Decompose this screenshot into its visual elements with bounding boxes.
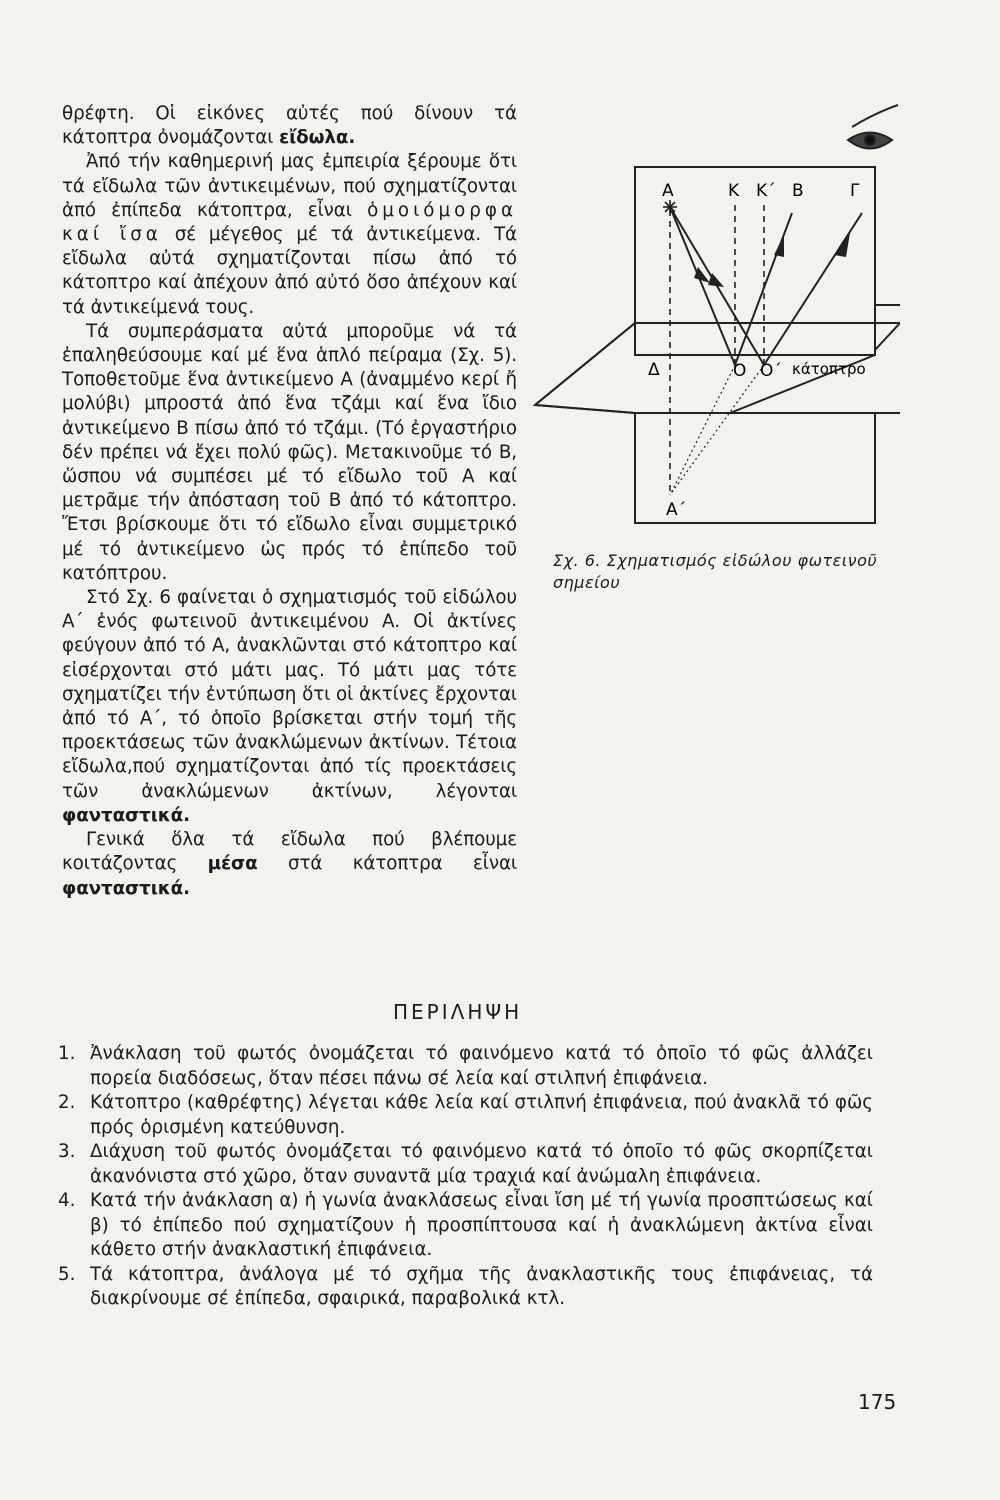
- paragraph-1: θρέφτη. Οἱ εἰκόνες αὐτές πού δίνουν τά κάτοπτρα ὀνομάζονται εἴδωλα.: [62, 103, 517, 149]
- summary-item-text: Ἀνάκλαση τοῦ φωτός ὀνομάζεται τό φαινόμενο κατά τό ὁποῖο τό φῶς ἀλλάζει πορεία διαδόσεως, ὅταν πέσει πάνω σέ λεία καί στιλπνή ἐπιφάνεια.: [90, 1043, 873, 1089]
- page-number: 175: [858, 1390, 897, 1414]
- summary-item: [58, 1091, 873, 1140]
- label-mirror: κάτοπτρο: [792, 360, 866, 378]
- paragraph-4: Στό Σχ. 6 φαίνεται ὁ σχηματισμός τοῦ εἰδώλου Α΄ ἑνός φωτεινοῦ ἀντικειμένου Α. Οἱ ἀκτίνες φεύγουν ἀπό τό Α, ἀνακλῶνται στό κάτοπτρο καί εἰσέρχονται στό μάτι μας. Τό μάτι μας τότε σχηματίζει τήν ἐντύπωση ὅτι οἱ ἀκτίνες ἔρχονται ἀπό τό Α΄, τό ὁποῖο βρίσκεται στήν τομή τῆς προεκτάσεως τῶν ἀνακλώμενων ἀκτίνων. Τέτοια εἴδωλα,πού σχηματίζονται ἀπό τίς προεκτάσεις τῶν ἀνακλώμενων ἀκτίνων, λέγονται φανταστικά.: [62, 587, 517, 826]
- figure-caption: Σχ. 6. Σχηματισμός εἰδώλου φωτεινοῦ σημείου: [553, 551, 878, 592]
- summary-item-number: 4.: [58, 1190, 76, 1211]
- label-D: Δ: [648, 360, 660, 380]
- summary-item-number: 5.: [58, 1263, 76, 1285]
- summary-title: ΠΕΡΙΛΗΨΗ: [393, 1000, 523, 1024]
- summary-item-text: Τά κάτοπτρα, ἀνάλογα μέ τό σχῆμα τῆς ἀνακλαστικῆς τους ἐπιφάνειας, τά διακρίνουμε σέ ἐπίπεδα, σφαιρικά, παραβολικά κτλ.: [90, 1263, 873, 1309]
- paragraph-2: Ἀπό τήν καθημερινή μας ἐμπειρία ξέρουμε ὅτι τά εἴδωλα τῶν ἀντικειμένων, πού σχηματίζονται ἀπό ἐπίπεδα κάτοπτρα, εἶναι ὁμοιόμορφα καί ἴσα σέ μέγεθος μέ τά ἀντικείμενα. Τά εἴδωλα αὐτά σχηματίζονται πίσω ἀπό τό κάτοπτρο καί ἀπέχουν ἀπό αὐτό ὅσο ἀπέχουν καί τά ἀντικείμενά τους.: [62, 151, 517, 318]
- summary-item-text: Κατά τήν ἀνάκλαση α) ἡ γωνία ἀνακλάσεως εἶναι ἴση μέ τή γωνία προσπτώσεως καί β) τό ἐπίπεδο πού σχηματίζουν ἡ προσπίπτουσα καί ἡ ἀνακλώμενη ἀκτίνα εἶναι κάθετο στήν ἀνακλαστική ἐπιφάνεια.: [90, 1190, 873, 1260]
- paragraph-3: Τά συμπεράσματα αὐτά μποροῦμε νά τά ἐπαληθεύσουμε καί μέ ἕνα ἁπλό πείραμα (Σχ. 5). Τοποθετοῦμε ἕνα ἀντικείμενο Α (ἀναμμένο κερί ἤ μολύβι) μπροστά ἀπό ἕνα τζάμι καί ἕνα ἴδιο ἀντικείμενο Β πίσω ἀπό τό τζάμι. (Τό ἐργαστήριο δέν πρέπει νά ἔχει πολύ φῶς). Μετακινοῦμε τό Β, ὥσπου νά συμπέσει μέ τό εἴδωλο τοῦ Α καί μετρᾶμε τήν ἀπόσταση τοῦ Β ἀπό τό κάτοπτρο. Ἔτσι βρίσκουμε ὅτι τό εἴδωλο εἶναι συμμετρικό μέ τό ἀντικείμενο ὡς πρός τό ἐπίπεδο τοῦ κατόπτρου.: [62, 320, 517, 584]
- summary-item-number: 2.: [58, 1092, 76, 1113]
- summary-list: [58, 1042, 873, 1312]
- summary-item-text: Κάτοπτρο (καθρέφτης) λέγεται κάθε λεία καί στιλπνή ἐπιφάνεια, πού ἀνακλᾶ τό φῶς πρός ὁρισμένη κατεύθυνση.: [90, 1092, 873, 1138]
- incident-ray-1: [670, 207, 735, 365]
- label-B: Β: [792, 181, 804, 201]
- summary-item: [58, 1189, 873, 1263]
- label-A-image: Α΄: [666, 500, 687, 520]
- label-O: Ο: [733, 361, 747, 381]
- label-K: Κ: [728, 181, 740, 201]
- extension-line-1: [670, 365, 735, 495]
- summary-item-text: Διάχυση τοῦ φωτός ὀνομάζεται τό φαινόμενο κατά τό ὁποῖο τό φῶς σκορπίζεται ἀκανόνιστα στό χῶρο, ὅταν συναντᾶ μία τραχιά καί ἀνώμαλη ἐπιφάνεια.: [90, 1141, 873, 1187]
- mirror-image-figure: [530, 95, 900, 555]
- extension-line-2: [670, 365, 764, 495]
- reflected-ray-2: [764, 213, 862, 365]
- summary-item-number: 3.: [58, 1141, 76, 1162]
- summary-item: [58, 1263, 873, 1312]
- summary-item-number: 1.: [58, 1043, 76, 1064]
- paragraph-5: Γενικά ὅλα τά εἴδωλα πού βλέπουμε κοιτάζοντας μέσα στά κάτοπτρα εἶναι φανταστικά.: [62, 829, 517, 899]
- summary-item: [58, 1140, 873, 1189]
- label-K2: Κ΄: [756, 181, 776, 201]
- label-G: Γ: [850, 181, 860, 201]
- label-O2: Ο΄: [760, 361, 782, 381]
- main-text-column: [62, 102, 517, 901]
- label-A: Α: [662, 181, 674, 201]
- eye-icon: [848, 105, 898, 149]
- summary-item: [58, 1042, 873, 1091]
- figure-diagram: [530, 95, 900, 555]
- light-source-icon: [663, 200, 677, 214]
